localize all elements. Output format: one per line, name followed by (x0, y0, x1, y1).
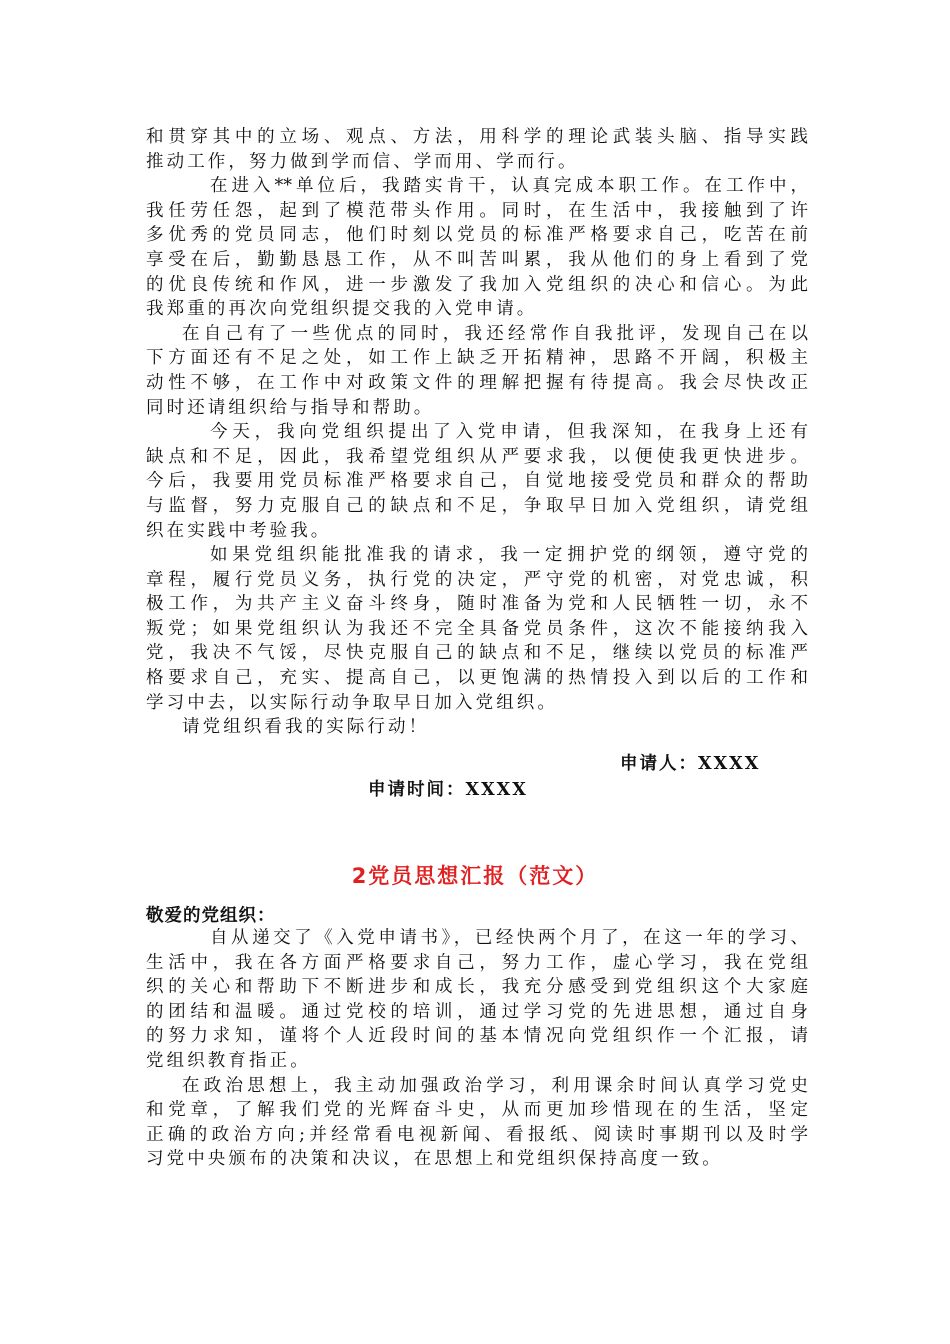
paragraph-line: 我郑重的再次向党组织提交我的入党申请。 (146, 299, 538, 320)
paragraph-line: 自从递交了《入党申请书》，已经快两个月了，在这一年的学习、 (210, 928, 808, 948)
paragraph-line: 在自己有了一些优点的同时，我还经常作自我批评，发现自己在以 (182, 323, 808, 344)
paragraph-line: 今后，我要用党员标准严格要求自己，自觉地接受党员和群众的帮助 (146, 471, 808, 492)
paragraph-line: 党，我决不气馁，尽快克服自己的缺点和不足，继续以党员的标准严 (146, 643, 808, 664)
paragraph-line: 和党章，了解我们党的光辉奋斗史，从而更加珍惜现在的生活，坚定 (146, 1100, 808, 1121)
paragraph-line: 享受在后，勤勤恳恳工作，从不叫苦叫累，我从他们的身上看到了党 (146, 249, 808, 270)
paragraph-line: 今天，我向党组织提出了入党申请，但我深知，在我身上还有 (210, 422, 808, 443)
application-body (146, 125, 808, 740)
paragraph-line: 动性不够，在工作中对政策文件的理解把握有待提高。我会尽快改正 (146, 372, 808, 393)
paragraph-line: 织的关心和帮助下不断进步和成长，我充分感受到党组织这个大家庭 (146, 977, 808, 998)
paragraph-line: 叛党；如果党组织认为我还不完全具备党员条件，这次不能接纳我入 (146, 618, 808, 639)
paragraph-line: 的优良传统和作风，进一步激发了我加入党组织的决心和信心。为此 (146, 274, 808, 295)
paragraph-line: 缺点和不足，因此，我希望党组织从严要求我，以便使我更快进步。 (146, 446, 808, 467)
paragraph-line: 学习中去，以实际行动争取早日加入党组织。 (146, 692, 558, 713)
paragraph-line: 和贯穿其中的立场、观点、方法，用科学的理论武装头脑、指导实践 (146, 127, 808, 147)
paragraph-line: 在政治思想上，我主动加强政治学习，利用课余时间认真学习党史 (182, 1075, 808, 1096)
paragraph-line: 我任劳任怨，起到了模范带头作用。同时，在生活中，我接触到了许 (146, 200, 808, 221)
paragraph-line: 与监督，努力克服自己的缺点和不足，争取早日加入党组织，请党组 (146, 495, 808, 516)
paragraph-line: 推动工作，努力做到学而信、学而用、学而行。 (146, 151, 579, 172)
paragraph-line: 极工作，为共产主义奋斗终身，随时准备为党和人民牺牲一切，永不 (146, 594, 808, 615)
paragraph-line: 同时还请组织给与指导和帮助。 (146, 397, 435, 418)
paragraph-line: 章程，履行党员义务，执行党的决定，严守党的机密，对党忠诚，积 (146, 569, 808, 590)
paragraph-line: 格要求自己，充实、提高自己，以更饱满的热情投入到以后的工作和 (146, 668, 808, 689)
report-body (146, 926, 808, 1172)
paragraph-line: 请党组织看我的实际行动！ (182, 717, 430, 738)
paragraph-line: 习党中央颁布的决策和决议，在思想上和党组织保持高度一致。 (146, 1149, 723, 1170)
paragraph-line: 在进入**单位后，我踏实肯干，认真完成本职工作。在工作中， (210, 176, 808, 197)
paragraph-line: 如果党组织能批准我的请求，我一定拥护党的纲领，遵守党的 (210, 545, 808, 566)
paragraph-line: 生活中，我在各方面严格要求自己，努力工作，虚心学习，我在党组 (146, 952, 808, 973)
paragraph-line: 党组织教育指正。 (146, 1050, 311, 1071)
paragraph-line: 多优秀的党员同志，他们时刻以党员的标准严格要求自己，吃苦在前 (146, 225, 808, 246)
paragraph-line: 的团结和温暖。通过党校的培训，通过学习党的先进思想，通过自身 (146, 1001, 808, 1022)
applicant-signature: 申请人：XXXX (620, 754, 761, 774)
paragraph-line: 正确的政治方向;并经常看电视新闻、看报纸、阅读时事期刊以及时学 (146, 1124, 808, 1145)
salutation: 敬爱的党组织： (146, 906, 276, 926)
paragraph-line: 织在实践中考验我。 (146, 520, 332, 541)
paragraph-line: 下方面还有不足之处，如工作上缺乏开拓精神，思路不开阔，积极主 (146, 348, 808, 369)
section-title: 2党员思想汇报（范文） (351, 864, 599, 888)
paragraph-line: 的努力求知，谨将个人近段时间的基本情况向党组织作一个汇报，请 (146, 1026, 808, 1047)
application-date: 申请时间：XXXX (368, 780, 528, 800)
